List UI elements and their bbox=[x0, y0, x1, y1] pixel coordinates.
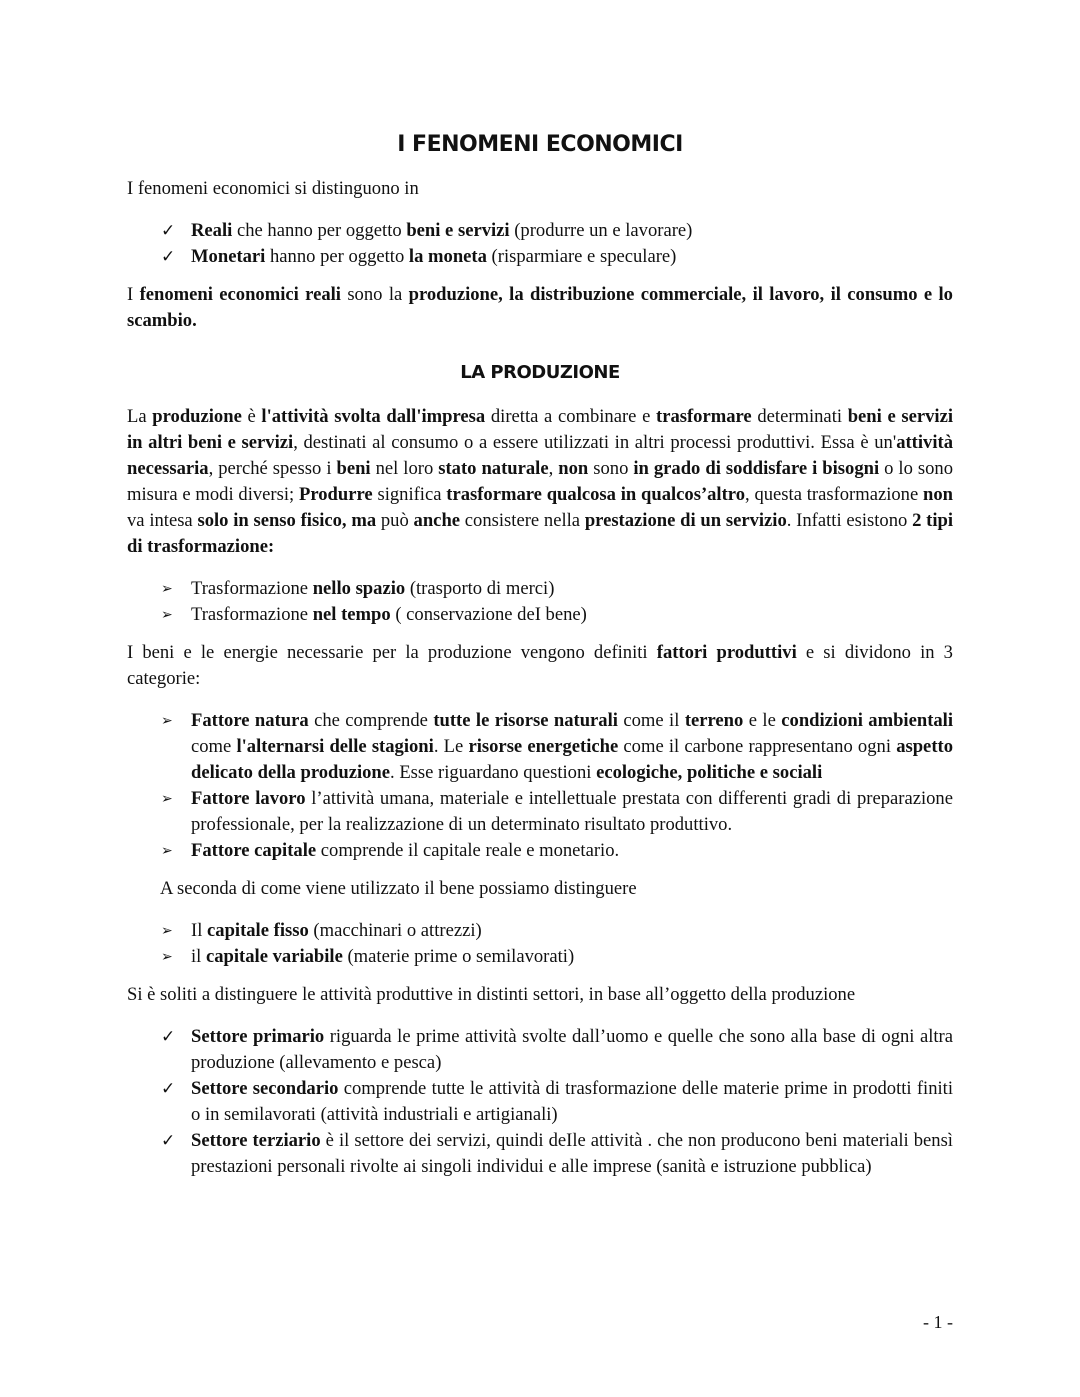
list-item: ➢ Il capitale fisso (macchinari o attrezzi) bbox=[127, 918, 953, 944]
arrow-bullet-icon: ➢ bbox=[161, 843, 173, 859]
settori-list bbox=[127, 1024, 953, 1180]
check-icon: ✓ bbox=[161, 1131, 176, 1151]
fattori-intro: I beni e le energie necessarie per la produzione vengono definiti fattori produttivi e si dividono in 3 categorie: bbox=[127, 642, 953, 689]
check-icon: ✓ bbox=[161, 1027, 176, 1047]
intro-text: I fenomeni economici si distinguono in bbox=[127, 178, 419, 199]
list-item: ➢ Fattore capitale comprende il capitale reale e monetario. bbox=[127, 838, 953, 864]
page-title: I FENOMENI ECONOMICI bbox=[397, 132, 683, 157]
check-icon: ✓ bbox=[161, 1079, 176, 1099]
list-item: ➢ Trasformazione nello spazio (trasporto di merci) bbox=[127, 576, 953, 602]
list-item: ➢ Trasformazione nel tempo ( conservazione deI bene) bbox=[127, 602, 953, 628]
list-item: ➢ il capitale variabile (materie prime o semilavorati) bbox=[127, 944, 953, 970]
list-item: ➢ Fattore natura che comprende tutte le risorse naturali come il terreno e le condizioni ambientali come l'alternarsi delle stagioni. Le risorse energetiche come il carbone rappresentano ogni aspetto delicato della produzione. Esse riguardano questioni ecologiche, politiche e sociali bbox=[161, 710, 954, 783]
arrow-bullet-icon: ➢ bbox=[161, 581, 173, 597]
list-item: ✓ Settore primario riguarda le prime attività svolte dall’uomo e quelle che sono alla base di ogni altra produzione (allevamento e pesca) bbox=[161, 1026, 953, 1073]
capitali-list bbox=[127, 918, 953, 970]
produzione-paragraph: La produzione è l'attività svolta dall'impresa diretta a combinare e trasformare determinati beni e servizi in altri beni e servizi, destinati al consumo o a essere utilizzati in altri processi produttivi. Essa è un'attività necessaria, perché spesso i beni nel loro stato naturale, non sono in grado di soddisfare i bisogni o lo sono misura e modi diversi; Produrre significa trasformare qualcosa in qualcos’altro, questa trasformazione non va intesa solo in senso fisico, ma può anche consistere nella prestazione di un servizio. Infatti esistono 2 tipi di trasformazione: bbox=[127, 406, 954, 557]
list-item: ✓ Reali che hanno per oggetto beni e servizi (produrre un e lavorare) bbox=[127, 218, 953, 244]
check-icon: ✓ bbox=[161, 247, 176, 267]
trasformazioni-list bbox=[127, 576, 953, 628]
reali-paragraph: I fenomeni economici reali sono la produzione, la distribuzione commerciale, il lavoro, il consumo e lo scambio. bbox=[127, 284, 953, 331]
arrow-bullet-icon: ➢ bbox=[161, 713, 173, 729]
list-item: ✓ Monetari hanno per oggetto la moneta (risparmiare e speculare) bbox=[127, 244, 953, 270]
list-item: ➢ Fattore lavoro l’attività umana, materiale e intellettuale prestata con differenti gradi di preparazione professionale, per la realizzazione di un determinato risultato produttivo. bbox=[161, 788, 953, 835]
section-title: LA PRODUZIONE bbox=[460, 362, 620, 383]
list-item: ✓ Settore terziario è il settore dei servizi, quindi deIle attività . che non producono beni materiali bensì prestazioni personali rivolte ai singoli individui e alle imprese (sanità e istruzione pubblica) bbox=[161, 1130, 953, 1177]
arrow-bullet-icon: ➢ bbox=[161, 923, 173, 939]
arrow-bullet-icon: ➢ bbox=[161, 791, 173, 807]
fenomeni-list bbox=[127, 218, 953, 270]
capitale-intro: A seconda di come viene utilizzato il bene possiamo distinguere bbox=[160, 878, 637, 899]
arrow-bullet-icon: ➢ bbox=[161, 949, 173, 965]
list-item: ✓ Settore secondario comprende tutte le attività di trasformazione delle materie prime in prodotti finiti o in semilavorati (attività industriali e artigianali) bbox=[161, 1078, 954, 1125]
arrow-bullet-icon: ➢ bbox=[161, 607, 173, 623]
check-icon: ✓ bbox=[161, 221, 176, 241]
page-number: - 1 - bbox=[923, 1312, 953, 1332]
document-content bbox=[127, 128, 953, 1192]
settori-intro: Si è soliti a distinguere le attività produttive in distinti settori, in base all’oggetto della produzione bbox=[127, 984, 856, 1005]
fattori-list bbox=[127, 708, 953, 864]
